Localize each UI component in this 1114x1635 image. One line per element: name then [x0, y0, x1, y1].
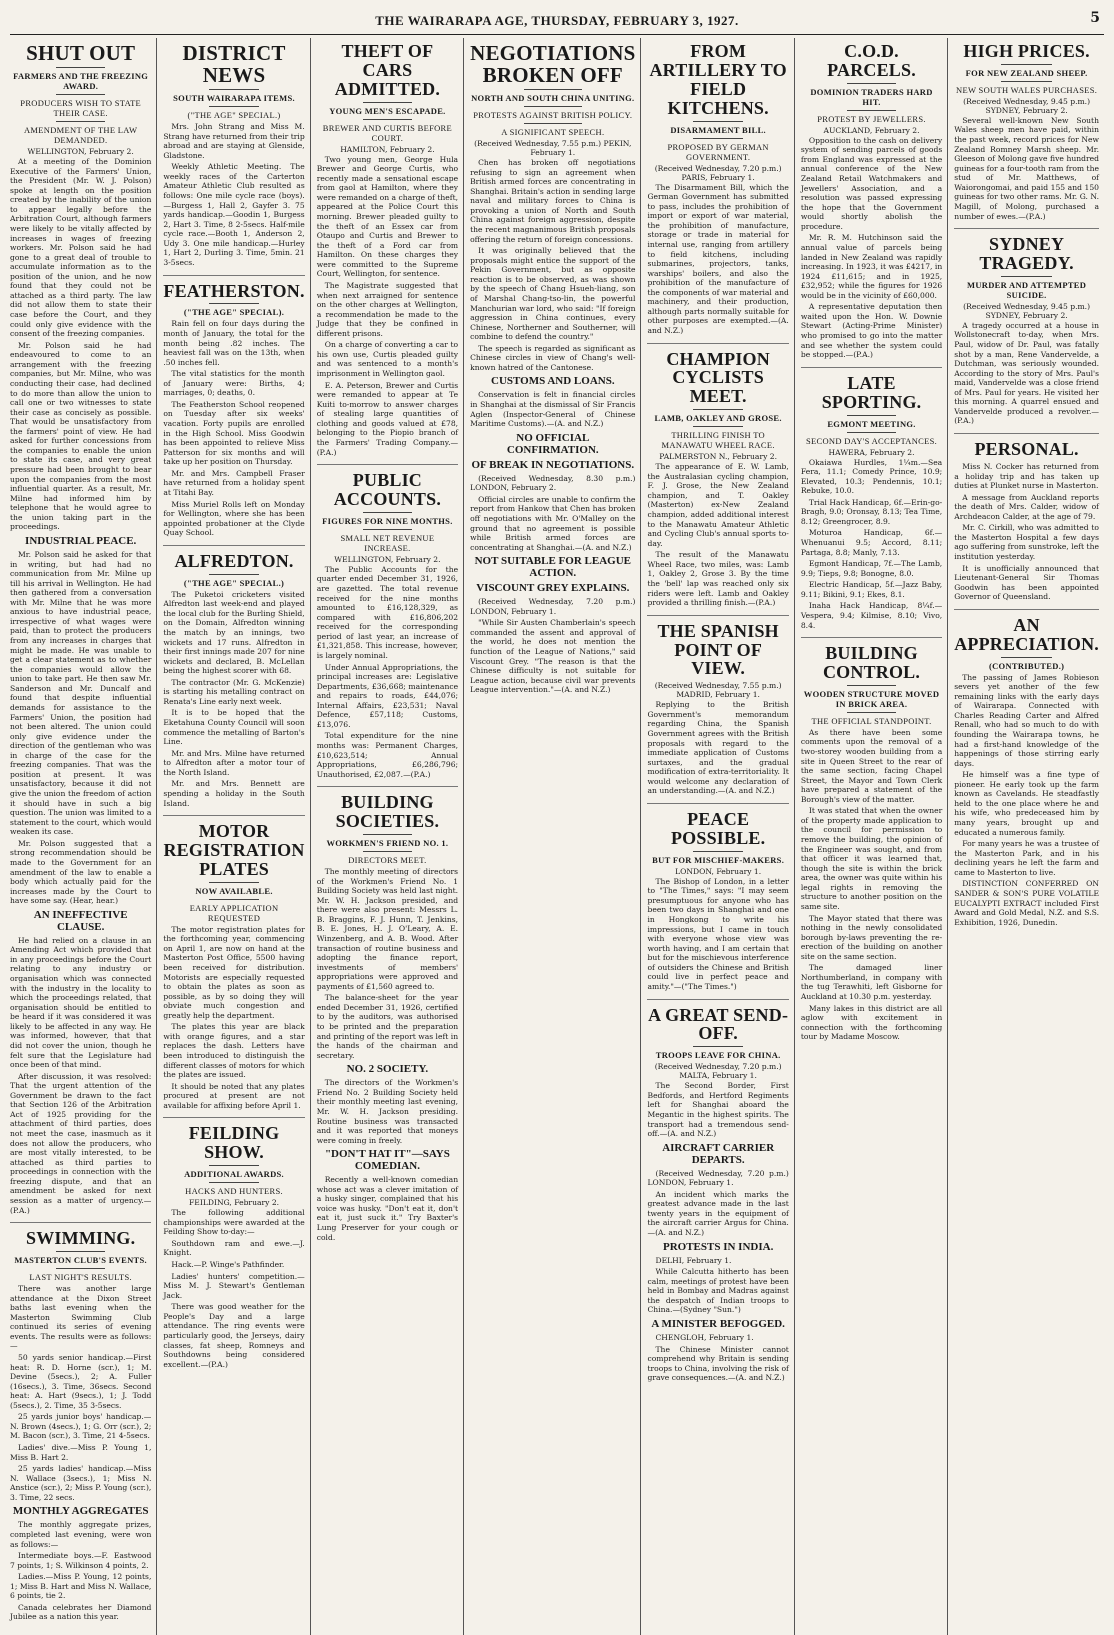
article-subheading: FOR NEW ZEALAND SHEEP. [965, 67, 1088, 78]
article-paragraph: 50 yards senior handicap.—First heat: R. D. Horne (scr.), 1; M. Devine (5secs.), 2; A. Fuller (16secs.), 3. Time, 36secs. Second heat: A. Hart (9secs.), 1; J. Todd (5secs.), 2. Time, 35 3-5secs. [10, 1352, 152, 1410]
divider [847, 110, 896, 111]
article-dateline: WELLINGTON, February 2. [334, 554, 441, 564]
article-subheading: HACKS AND HUNTERS. [185, 1186, 283, 1197]
article-crosshead: NOT SUITABLE FOR LEAGUE ACTION. [474, 555, 631, 580]
article [954, 42, 1099, 229]
article-crosshead: "DON'T HAT IT"—SAYS COMEDIAN. [324, 1148, 450, 1173]
article-crosshead: A MINISTER BEFOGGED. [651, 1317, 785, 1330]
divider [363, 851, 412, 852]
article-crosshead: INDUSTRIAL PEACE. [25, 534, 137, 547]
article-crosshead: AIRCRAFT CARRIER DEPARTS. [662, 1141, 775, 1166]
article-paragraph: Official circles are unable to confirm the report from Hankow that Chen has broken off negotiations with Mr. O'Malley on the ground that no agreement is possible while British armed forces are concentrating at Shanghai.—(A. and N.Z.) [470, 494, 636, 552]
article-dateline: (Received Wednesday, 7.55 p.m.) MADRID, February 1. [654, 681, 782, 700]
divider [693, 138, 742, 139]
article-paragraph: While Calcutta hitherto has been calm, meetings of protest have been held in Bombay and Madras against the despatch of Indian troops to China.—(Sydney "Sun.") [647, 1267, 789, 1315]
article-subheading: DIRECTORS MEET. [348, 855, 427, 866]
divider [56, 1251, 105, 1252]
article-crosshead: CUSTOMS AND LOANS. [491, 375, 615, 388]
article-dateline: LONDON, February 1. [675, 866, 762, 876]
divider [524, 123, 582, 124]
article-paragraph: Mr. Polson said he had endeavoured to come to an arrangement with the freezing companies, but Mr. Milne, who was conducting their case, had declined to do more than allow the union to call one or two witnesses to state their case as concisely as possible. That would be unsatisfactory from the farmers' point of view. He had asked for further concessions from the companies to enable the union to state its case, and very great pressure had been brought to bear upon the companies from the most influential quarter. As a result, Mr. Milne had informed him by telephone that he would agree to the union taking part in the proceedings. [10, 340, 152, 532]
article-paragraph: 25 yards ladies' handicap.—Miss N. Wallace (3secs.), 1; Miss N. Anstice (scr.), 2; Miss P. Young (scr.), 3. Time, 22 secs. [10, 1464, 152, 1502]
article-crosshead: NO. 2 SOCIETY. [346, 1063, 429, 1076]
article [163, 42, 304, 276]
article-headline: PUBLIC ACCOUNTS. [333, 470, 442, 509]
divider [847, 685, 896, 686]
article-paragraph: The Public Accounts for the quarter ended December 31, 1926, are gazetted. The total revenue received for the nine months amounted to £16,128,329, as compared with £16,806,202 received for the corresponding period of last year, an increase of £1,321,858. This increase, however, is largely nominal. [316, 564, 459, 660]
article-paragraph: Chen has broken off negotiations refusing to sign an agreement when British armed forces are concentrating in Shanghai. Britain's action in sending large naval and military forces to China is provoking a union of North and South China against foreign aggression, despite the recent magnanimous British proposals offering the return of foreign concessions. [470, 158, 636, 244]
article-paragraph: Replying to the British Government's memorandum regarding China, the Spanish Government agrees with the British proposals with regard to the immediate application of Customs surtaxes, and the gradual modification of extra-territoriality. It would welcome any declaration of an understanding.—(A. and N.Z.) [647, 700, 789, 796]
divider [209, 1182, 258, 1183]
article-paragraph: Miss N. Cocker has returned from a holiday trip and has taken up duties at Plunket nurse in Masterton. [954, 461, 1099, 491]
article-paragraph: He himself was a fine type of pioneer. He early took up the farm known as Cavelands. He steadfastly held to the one place where he and his wife, who predeceased him by many years, brought up and educated a numerous family. [954, 770, 1099, 837]
article-paragraph: Mr. and Mrs. Bennett are spending a holiday in the South Island. [163, 779, 305, 808]
article-subheading: NORTH AND SOUTH CHINA UNITING. [471, 93, 635, 104]
article-paragraph: Canada celebrates her Diamond Jubilee as a nation this year. [10, 1602, 152, 1622]
article-subheading: WORKMEN'S FRIEND NO. 1. [326, 838, 449, 849]
divider [1001, 81, 1052, 82]
article-paragraph: The speech is regarded as significant as Chinese circles in view of Chang's well-known hatred of the Cantonese. [470, 343, 636, 372]
article-paragraph: E. A. Peterson, Brewer and Curtis were remanded to appear at Te Kuiti to-morrow to answer charges of stealing large quantities of clothing and goods valued at £78, belonging to the Piopio branch of the Farmers' Trading Company.—(P.A.) [316, 380, 459, 457]
article-subheading: ("THE AGE" SPECIAL.) [183, 577, 285, 588]
article-headline: NEGOTIATIONS BROKEN OFF [470, 41, 636, 88]
article-subheading: DISARMAMENT BILL. [670, 124, 766, 135]
article-crosshead: MONTHLY AGGREGATES [12, 1505, 149, 1518]
article-headline: FROM ARTILLERY TO FIELD KITCHENS. [649, 41, 787, 118]
article-subheading: FARMERS AND THE FREEZING AWARD. [13, 71, 149, 92]
article-headline: PEACE POSSIBLE. [670, 808, 766, 848]
article-paragraph: Mr. C. Cirkill, who was admitted to the Masterton Hospital a few days ago suffering from sunstroke, left the institution yesterday. [954, 523, 1099, 561]
article-paragraph: The Second Border, First Bedfords, and Hertford Regiments left for Shanghai aboard the Megantic in the highest spirits. The transport had a tremendous send-off.—(A. and N.Z.) [647, 1081, 789, 1139]
article-paragraph: It is unofficially announced that Lieutenant-General Sir Thomas Goodwin has been appointed Governor of Queensland. [954, 563, 1099, 602]
article-paragraph: The motor registration plates for the forthcoming year, commencing on April 1, are now on hand at the Masterton Post Office, 5500 having been received for distribution. Motorists are especially requested to obtain the plates as soon as possible, as by so doing they will obviate much congestion and greatly help the department. [163, 924, 305, 1020]
article-headline: AN APPRECIATION. [954, 614, 1099, 654]
article-paragraph: Ladies' hunters' competition.—Miss M. J. Stewart's Gentleman Jack. [163, 1271, 305, 1300]
article-paragraph: A representative deputation then waited upon the Hon. W. Downie Stewart (Acting-Prime Minister) who promised to go into the matter and see whether the system could be stopped.—(P.A.) [800, 302, 943, 360]
article-subheading: ("THE AGE" SPECIAL.) [187, 110, 281, 121]
article-headline: DISTRICT NEWS [182, 41, 286, 88]
article-subheading: DOMINION TRADERS HARD HIT. [810, 86, 933, 107]
article-subheading: BUT FOR MISCHIEF-MAKERS. [652, 854, 785, 865]
article-paragraph: The passing of James Robieson severs yet another of the few remaining links with the early days of Wairarapa. Connected with Charles Reading Carter and Alfred Renall, who had so much to do with founding the Wairarapa towns, he had a first-hand knowledge of the happenings of those stirring early days. [954, 672, 1099, 768]
divider [693, 1046, 742, 1047]
article-dateline: AUCKLAND, February 2. [823, 125, 920, 135]
article-paragraph: It is to be hoped that the Eketahuna County Council will soon commence the metalling of Barton's Line. [163, 708, 305, 747]
divider [1001, 276, 1052, 277]
article-dateline: (Received Wednesday, 9.45 p.m.) SYDNEY, February 2. [963, 301, 1091, 320]
article-paragraph: Inaha Hack Handicap, 8¼f.—Vespera, 9.4; Kilmise, 8.10; Vivo, 8.4. [800, 601, 943, 630]
article-subheading: NEW SOUTH WALES PURCHASES. [956, 84, 1098, 95]
article-headline: BUILDING CONTROL. [822, 643, 921, 682]
article-paragraph: For many years he was a trustee of the Masterton Park, and in his declining years he left the farm and came to Masterton to live. [954, 839, 1099, 877]
article-paragraph: (Received Wednesday, 7.20 p.m.) LONDON, February 1. [647, 1168, 789, 1188]
divider [1001, 64, 1052, 65]
article-subheading: SECOND DAY'S ACCEPTANCES. [805, 435, 938, 446]
article-headline: BUILDING SOCIETIES. [335, 792, 440, 832]
article-paragraph: Under Annual Appropriations, the principal increases are: Legislative Departments, £36,668; maintenance and repairs to roads, £44,076; Internal Affairs, £23,531; Naval Defence, £57,118; Customs, £13,076. [316, 662, 459, 729]
article-paragraph: Many lakes in this district are all aglow with excitement in connection with the forthcoming tour by Madame Moscow. [800, 1003, 943, 1042]
article-headline: CHAMPION CYCLISTS MEET. [666, 348, 770, 407]
divider [847, 83, 896, 84]
article-headline: ALFREDTON. [174, 550, 294, 571]
article-subheading: TROOPS LEAVE FOR CHINA. [655, 1050, 781, 1061]
page-number: 5 [1090, 10, 1100, 26]
divider [693, 851, 742, 852]
divider [209, 1165, 258, 1166]
article-paragraph: Recently a well-known comedian whose act was a clever imitation of a husky singer, complained that his voice was husky. "Don't eat it, don't eat it, just suck it." Try Baxter's Lung Preserver for your cough or cold. [316, 1175, 459, 1242]
article-paragraph: Several well-known New South Wales sheep men have paid, within the past week, record prices for New Zealand Romney Marsh sheep. Mr. Gleeson of Molong gave five hundred guineas for a four-tooth ram from the stud of Mr. Matthews, of Waiorongomai, and paid 155 and 150 guineas for two other rams. Mr. G. N. Magill, of Molong, purchased a number of ewes.—(P.A.) [954, 115, 1099, 221]
article-headline: FEILDING SHOW. [188, 1123, 280, 1163]
article-paragraph: The monthly meeting of directors of the Workmen's Friend No. 1 Building Society was held last night. Mr. W. H. Jackson presided, and there were also present: Messrs L. B. Braggins, F. J. Hunn, T. Jenkins, B. E. Jones, H. J. O'Leary, A. E. Winzenberg, and A. B. Wood. After transaction of routine business and adopting the finance report, investments of members' appropriations were approved and payments of £1,560 agreed to. [316, 867, 459, 991]
article-subheading: YOUNG MEN'S ESCAPADE. [329, 105, 446, 116]
article-paragraph: 25 yards junior boys' handicap.—N. Brown (4secs.), 1; G. Orr (scr.), 2; M. Bacon (scr.), 3. Time, 21 4-5secs. [10, 1412, 152, 1441]
article-paragraph: Moturoa Handicap, 6f.—Whenuanui 9.5; Accord, 8.11; Partaga, 8.8; Manly, 7.13. [800, 528, 943, 557]
divider [524, 89, 582, 90]
article-paragraph: The directors of the Workmen's Friend No. 2 Building Society held their monthly meeting last evening, Mr. W. H. Jackson presiding. Routine business was transacted and it was reported that moneys were coming in freely. [316, 1078, 459, 1145]
article-subheading: PRODUCERS WISH TO STATE THEIR CASE. [20, 98, 142, 119]
columns [10, 38, 1104, 1622]
article [647, 1006, 788, 1390]
article-paragraph: Total expenditure for the nine months was: Permanent Charges, £10,623,514; Annual Appropriations, £6,286,796; Unauthorised, £2,087.—(P.A.) [316, 731, 459, 779]
article-paragraph: The monthly aggregate prizes, completed last evening, were won as follows:— [10, 1520, 152, 1549]
article-paragraph: An incident which marks the greatest advance made in the last twenty years in the equipment of the aircraft carrier Argus for China.—(A. and N.Z.) [647, 1189, 789, 1238]
article-dateline: (Received Wednesday, 9.45 p.m.) SYDNEY, February 2. [963, 96, 1091, 115]
column-3 [317, 38, 464, 1635]
divider [209, 106, 258, 107]
article-subheading: PROPOSED BY GERMAN GOVERNMENT. [667, 141, 769, 162]
article-subheading: PROTEST BY JEWELLERS. [817, 113, 926, 124]
article-paragraph: (Received Wednesday, 8.30 p.m.) LONDON, February 2. [470, 473, 636, 493]
article-paragraph: Ladies' dive.—Miss P. Young 1, Miss B. Hart 2. [10, 1443, 152, 1462]
article-subheading: THE OFFICIAL STANDPOINT. [811, 715, 932, 726]
article [647, 42, 788, 344]
article-subheading: MASTERTON CLUB'S EVENTS. [14, 1255, 147, 1265]
divider [693, 426, 742, 427]
article-paragraph: He had relied on a clause in an Amending Act which provided that in any proceedings before the Court relating to any industry or organisation which was connected with the industry in the locality to which the proceedings related, that organisation should be entitled to be heard if it was considered it was likely to be affected in any way. He was informed, however, that that did not cover the union, though he felt sure that the Legislature had once been of that mind. [10, 935, 152, 1070]
article-dateline: (Received Wednesday, 7.20 p.m.) MALTA, February 1. [654, 1062, 782, 1081]
article-paragraph: It should be noted that any plates procured at present are not available for affixing before April 1. [163, 1081, 305, 1110]
divider [209, 89, 258, 90]
article-paragraph: Two young men, George Hula Brewer and George Curtis, who recently made a sensational escape from gaol at Hamilton, where they were remanded on a charge of theft, appeared at the Police Court this morning. Brewer pleaded guilty to the theft of an Essex car from Otaupo and Curtis and Brewer to the theft of a Ford car from Hamilton. On these charges they were committed to the Supreme Court, Wellington, for sentence. [316, 154, 459, 279]
article [163, 1124, 304, 1376]
article-headline: HIGH PRICES. [963, 41, 1090, 61]
article-paragraph: The balance-sheet for the year ended December 31, 1926, certified to by the auditors, was authorised to be printed and the preparation and printing of the report was left in the hands of the chairman and secretary. [316, 993, 459, 1060]
article-paragraph: The Bishop of London, in a letter to "The Times," says: "I may seem presumptuous for anyone who has been two days in Shanghai and one in Hongkong to write his impressions, but I came in touch with everyone whose view was worth having, and I am certain that but for the mischievous interference of outsiders the Chinese and British could live in perfect peace and amity."—("The Times.") [647, 876, 789, 991]
article [317, 793, 458, 1249]
article-paragraph: DELHI, February 1. [655, 1255, 732, 1265]
article-headline: THE SPANISH POINT OF VIEW. [657, 620, 779, 679]
article [163, 552, 304, 816]
article [801, 644, 942, 1049]
article-subheading: EGMONT MEETING. [827, 418, 916, 429]
article-paragraph: The following additional championships were awarded at the Feilding Show to-day:— [163, 1208, 305, 1237]
article [317, 42, 458, 465]
article-subheading: EARLY APPLICATION REQUESTED [189, 902, 279, 923]
article-subheading: NOW AVAILABLE. [195, 885, 273, 896]
divider [56, 67, 105, 68]
divider [363, 512, 412, 513]
divider [363, 119, 412, 120]
article-paragraph: A tragedy occurred at a house in Wollstonecraft to-day, when Mrs. Paul, widow of Dr. Paul, was fatally shot by a man, Rene Vandervelde, a Dutchman, was seriously wounded. According to the story of Mrs. Paul's maid, Vandervelde was a close friend of Mrs. Paul for years. He visited her this morning. A quarrel ensued and Vandervelde produced a revolver.—(P.A.) [954, 320, 1099, 426]
divider [847, 415, 896, 416]
article-headline: LATE SPORTING. [821, 372, 922, 412]
column-2 [163, 38, 310, 1635]
article-paragraph: Miss Muriel Rolls left on Monday for Wellington, where she has been appointed probationer at the Clyde Quay School. [163, 499, 305, 538]
article-paragraph: It was originally believed that the proposals might entice the support of the Pekin Government, but as opposite reaction is to be observed, as was shown by the speech of Chang Hsueh-liang, son of Marshal Chang-tso-lin, the powerful Manchurian war lord, who said: "If foreign aggression in China continues, every Chinese, Northerner and Southerner, will combine to defend the country." [470, 246, 636, 342]
article [801, 374, 942, 638]
divider [209, 574, 258, 575]
article-dateline: PALMERSTON N., February 2. [659, 452, 778, 462]
article [647, 622, 788, 804]
article-dateline: (Received Wednesday, 7.20 p.m.) PARIS, February 1. [654, 163, 782, 182]
article-paragraph: A message from Auckland reports the death of Mrs. Calder, widow of Archdeacon Calder, at the age of 79. [954, 492, 1099, 521]
article-paragraph: The result of the Manawatu Wheel Race, two miles, was: Lamb 1, Oakley 2, Grose 3. By the time the 'bell' lap was reached only six riders were left. Lamb and Oakley provided a thrilling finish.—(P.A.) [647, 550, 789, 608]
article-subheading: A SIGNIFICANT SPEECH. [501, 127, 605, 138]
article-headline: SHUT OUT [26, 41, 136, 65]
article [954, 440, 1099, 610]
article [801, 42, 942, 368]
article [10, 42, 151, 1223]
article [163, 282, 304, 546]
divider [363, 529, 412, 530]
article-subheading: FIGURES FOR NINE MONTHS. [322, 515, 453, 526]
article-paragraph: The appearance of E. W. Lamb, the Australasian cycling champion, F. J. Grose, the New Zealand champion, and T. Oakley (Masterton) ex-New Zealand champion, added additional interest to the Manawatu Amateur Athletic and Cycling Club's annual sports to-day. [647, 462, 789, 548]
article-paragraph: "While Sir Austen Chamberlain's speech commanded the assent and approval of the world, he does not mention the function of the League of Nations," said Viscount Grey. "The reason is that the Chinese difficulty is not suitable for League action, because civil war prevents League intervention."—(A. and N.Z.) [470, 618, 636, 695]
article-paragraph: Egmont Handicap, 7f.—The Lamb, 9.9; Tieps, 9.8; Bonogne, 8.0. [800, 559, 943, 578]
article-paragraph: DISTINCTION CONFERRED ON SANDER & SON'S PURE VOLATILE EUCALYPTI EXTRACT included First Award and Gold Medal, N.Z. and S.S. Exhibition, 1926, Dunedin. [954, 879, 1099, 927]
article-subheading: ADDITIONAL AWARDS. [184, 1169, 284, 1180]
article [954, 616, 1099, 934]
article-crosshead: OF BREAK IN NEGOTIATIONS. [471, 458, 635, 471]
article-crosshead: PROTESTS IN INDIA. [662, 1240, 774, 1253]
article-dateline: WELLINGTON, February 2. [27, 147, 134, 157]
column-1 [10, 38, 157, 1635]
article-dateline: HAMILTON, February 2. [340, 144, 435, 154]
article-paragraph: Mr. Polson suggested that a strong recommendation should be made to the Government for an amendment of the law to enable a body which actually paid for the increases made by the Court to have some say. (Hear, hear.) [10, 838, 152, 906]
article-paragraph: The Disarmament Bill, which the German Government has submitted to pass, includes the prohibition of import or export of war material, the prohibition of manufacture, storage or trade in material for internal use, ranging from artillery to field kitchens, including submarines, projectors, tanks, warships' boilers, and also the prohibition of the manufacture of the components of war material and machinery, and their production, although parts normally suitable for other purposes are exempted.—(A. and N.Z.) [647, 182, 789, 335]
article-headline: FEATHERSTON. [163, 280, 305, 301]
article-headline: A GREAT SEND-OFF. [648, 1004, 789, 1044]
article [647, 810, 788, 1000]
article [647, 350, 788, 616]
article-crosshead: VISCOUNT GREY EXPLAINS. [476, 582, 630, 595]
masthead-title: THE WAIRARAPA AGE, THURSDAY, FEBRUARY 3, 1927. [375, 13, 739, 28]
article-paragraph: Mr. Polson said he asked for that in writing, but had had no communication from Mr. Milne up till his arrival in Wellington. He had then gathered from a conversation with Mr. Milne that he was more anxious to have industrial peace, irrespective of what wages were paid, than to protect the producers from any increases in charges that might be made. He was unable to get a clear statement as to whether the companies would allow the union to take part. He then saw Mr. Sanderson and Mr. Duncalf and found that despite influential demands for assistance to the Farmers' Union, the position had not been altered. The union could only give evidence under the direction of the gentleman who was in charge of the case for the freezing companies. That was the position at present. It was unsatisfactory, because it did not give the union the freedom of action it should have in such a big question. The union was limited to a statement to the court, which would weaken its case. [10, 549, 152, 837]
divider [209, 882, 258, 883]
article-paragraph: Mrs. John Strang and Miss M. Strang have returned from their trip abroad and are staying at Glenside, Gladstone. [163, 122, 305, 160]
article-headline: SYDNEY TRAGEDY. [979, 234, 1074, 273]
article-paragraph: There was another large attendance at the Dixon Street baths last evening when the Masterton Swimming Club continued its series of evening events. The results were as follows:— [10, 1284, 152, 1351]
article-paragraph: There was good weather for the People's Day and a large attendance. The ring events were particularly good, the Jerseys, dairy classes, fat sheep, Romneys and Southdowns being considered excellent.—(P.A.) [163, 1302, 305, 1369]
divider [363, 102, 412, 103]
divider [1001, 657, 1052, 658]
column-6 [801, 38, 948, 1635]
article-subheading: LAMB, OAKLEY AND GROSE. [654, 413, 782, 424]
article-paragraph: The contractor (Mr. G. McKenzie) is starting his metalling contract on Renata's Line early next week. [163, 677, 305, 706]
article-paragraph: Electric Handicap, 5f.—Jazz Baby, 9.11; Bikini, 9.1; Ekes, 8.1. [800, 580, 943, 599]
article-paragraph: The vital statistics for the month of January were: Births, 4; marriages, 0; deaths, 0. [163, 369, 305, 398]
article-subheading: LAST NIGHT'S RESULTS. [29, 1272, 132, 1282]
article-subheading: BREWER AND CURTIS BEFORE COURT. [322, 122, 453, 143]
article-paragraph: The Puketoi cricketers visited Alfredton last week-end and played the local club for the Burling Shield, on the Domain, Alfredton winning the match by an innings, two wickets and 17 runs. Alfredton in their first innings made 207 for nine wickets and declared, B. McLellan being the highest scorer with 68. [163, 589, 305, 676]
article-paragraph: Mr. R. M. Hutchinson said the annual value of parcels being landed in New Zealand was rapidly increasing. In 1923, it was £4217, in 1924 £11,615; and in 1925, £32,952; while the figures for 1926 would be in the vicinity of £60,000. [800, 233, 943, 300]
article [163, 822, 304, 1118]
article-paragraph: (Received Wednesday, 7.20 p.m.) LONDON, February 1. [470, 597, 636, 616]
article [954, 235, 1099, 434]
article-subheading: WOODEN STRUCTURE MOVED IN BRICK AREA. [803, 688, 940, 709]
article-subheading: THRILLING FINISH TO MANAWATU WHEEL RACE. [661, 430, 775, 451]
article-paragraph: After discussion, it was resolved: That the urgent attention of the Government be drawn to the fact that Section 126 of the Arbitration Act of 1925 providing for the attachment of third parties, does not meet the case, inasmuch as it does not allow the producers, who are most vitally interested, to be attached as third parties to proceedings in connection with the freezing dispute, and that an amendment be asked for next session as a matter of urgency.—(P.A.) [10, 1071, 152, 1215]
article-headline: MOTOR REGISTRATION PLATES [163, 821, 305, 879]
article-paragraph: Mr. and Mrs. Milne have returned to Alfredton after a motor tour of the North Island. [163, 748, 305, 777]
divider [209, 899, 258, 900]
article-paragraph: The Chinese Minister cannot comprehend why Britain is sending troops to China, involving the risk of grave consequences.—(A. and N.Z.) [647, 1344, 789, 1383]
divider [56, 121, 105, 122]
article-paragraph: The Mayor stated that there was nothing in the newly consolidated borough by-laws preventing the re-erection of the building on another site on the same section. [800, 913, 943, 961]
article-subheading: SOUTH WAIRARAPA ITEMS. [173, 93, 295, 104]
article-paragraph: Intermediate boys.—F. Eastwood 7 points, 1; S. Wilkinson 4 points, 2. [10, 1551, 152, 1570]
article-paragraph: The plates this year are black with orange figures, and a star replaces the dash. Letters have been introduced to distinguish the different classes of motors for which the plates are issued. [163, 1022, 305, 1080]
divider [56, 94, 105, 95]
article-paragraph: As there have been some comments upon the removal of a two-storey wooden building from a site in Queen Street to the rear of the same section, facing Chapel Street, the Mayor and Town Clerk have prepared a statement of the Borough's view of the matter. [800, 727, 943, 804]
divider [209, 303, 258, 304]
article-paragraph: Rain fell on four days during the month of January, the total for the month being .82 inches. The heaviest fall was on the 13th, when .50 inches fell. [163, 319, 305, 367]
article-paragraph: At a meeting of the Dominion Executive of the Farmers' Union, the President (Mr. W. J. Polson) spoke at length on the position created by the inability of the union to appear legally before the Arbitration Court, although farmers were likely to be vitally affected by increases in wages of freezing workers. Mr. Polson said he had gone to a great deal of trouble to accumulate information as to the position of the union, and he now found that they could not be attached as a third party. The law did not allow them to state their case before the Court, and they could only give evidence with the consent of the freezing companies. [10, 157, 152, 339]
article-subheading: MURDER AND ATTEMPTED SUICIDE. [967, 279, 1087, 300]
article-dateline: (Received Wednesday, 7.55 p.m.) PEKIN, February 1. [474, 139, 632, 158]
article-paragraph: It was stated that when the owner of the property made application to the council for permission to remove the building, the opinion of the Engineer was sought, and from that officer it was learned that, though the site is within the brick area, the owner was quite within his legal rights in removing the structure to another position on the same site. [800, 806, 943, 911]
article [470, 42, 635, 702]
column-7 [954, 38, 1104, 1635]
article [317, 471, 458, 787]
divider [847, 432, 896, 433]
article-paragraph: Okaiawa Hurdles, 1¼m.—Sea Fera, 11.1; Comedy Prince, 10.9; Elevated, 10.3; Pendennis, 10.1; Rebuke, 10.0. [800, 457, 943, 496]
article-dateline: HAWERA, February 2. [828, 447, 915, 457]
article-paragraph: Mr. and Mrs. Campbell Fraser have returned from a holiday spent at Titahi Bay. [163, 468, 305, 497]
article-subheading: SMALL NET REVENUE INCREASE. [340, 532, 435, 553]
article-headline: SWIMMING. [26, 1228, 136, 1249]
article-paragraph: CHENGLOH, February 1. [655, 1332, 754, 1342]
article-subheading: AMENDMENT OF THE LAW DEMANDED. [23, 125, 138, 146]
article-headline: C.O.D. PARCELS. [827, 41, 916, 80]
article-paragraph: Hack.—P. Winge's Pathfinder. [171, 1260, 285, 1270]
article-crosshead: AN INEFFECTIVE CLAUSE. [33, 908, 128, 933]
article-dateline: FEILDING, February 2. [189, 1198, 280, 1208]
article-paragraph: Trial Hack Handicap, 6f.—Erin-go-Bragh, 9.0; Oronsay, 8.13; Tea Time, 8.12; Greengrocer, 8.9. [800, 497, 943, 526]
article-crosshead: NO OFFICIAL CONFIRMATION. [506, 431, 599, 456]
article-headline: THEFT OF CARS ADMITTED. [334, 41, 441, 99]
article-paragraph: Southdown ram and ewe.—J. Knight. [163, 1238, 305, 1258]
article-paragraph: The Magistrate suggested that when next arraigned for sentence on the other charges at Wellington, a recommendation be made to the Judge that they be confined in different prisons. [316, 280, 459, 338]
masthead [10, 8, 1104, 35]
divider [847, 712, 896, 713]
article-subheading: (CONTRIBUTED.) [988, 660, 1065, 671]
article [10, 1229, 151, 1629]
column-5 [647, 38, 794, 1635]
article-paragraph: Weekly Athletic Meeting. The weekly races of the Carterton Amateur Athletic Club resulted as follows: One mile cycle race (boys).—Burgess 1, Hall 2, Gayfer 3. 75 yards handicap.—Goodin 1, Burgess 2, Hart 3. Time, 8 2-5secs. Half-mile cycle race.—Booth 1, Anderson 2, Udy 3. One mile handicap.—Hurley 1, Hart 2, Durling 3. Time, 5min. 21 3-5secs. [163, 162, 305, 267]
article-paragraph: On a charge of converting a car to his own use, Curtis pleaded guilty and was sentenced to a month's imprisonment in Wellington gaol. [316, 340, 459, 379]
article-subheading: ("THE AGE" SPECIAL). [183, 307, 285, 318]
article-headline: PERSONAL. [974, 439, 1079, 460]
article-paragraph: The damaged liner Northumberland, in company with the tug Terawhiti, left Gisborne for Auckland at 10.30 p.m. yesterday. [800, 963, 943, 1002]
divider [524, 106, 582, 107]
article-paragraph: Ladies.—Miss P. Young, 12 points, 1; Miss B. Hart and Miss N. Wallace, 6 points, tie 2. [10, 1572, 152, 1601]
article-paragraph: Opposition to the cash on delivery system of sending parcels of goods from England was expressed at the annual conference of the New Zealand Retail Watchmakers and Jewellers' Association, and a resolution was passed expressing the hope that the Government would shortly abolish the procedure. [800, 135, 943, 231]
article-paragraph: The Featherston School reopened on Tuesday after six weeks' vacation. Forty pupils are enrolled in the High School. Miss Goodwin has been appointed to relieve Miss Patterson for six months and will take up her position on Thursday. [163, 399, 305, 467]
divider [693, 121, 742, 122]
article-paragraph: Conservation is felt in financial circles in Shanghai at the dismissal of Sir Francis Aglen (Inspector-General of Chinese Maritime Customs).—(A. and N.Z.) [470, 390, 636, 429]
column-4 [470, 38, 641, 1635]
divider [693, 409, 742, 410]
divider [56, 1268, 105, 1269]
divider [363, 834, 412, 835]
article-subheading: PROTESTS AGAINST BRITISH POLICY. [473, 110, 633, 121]
